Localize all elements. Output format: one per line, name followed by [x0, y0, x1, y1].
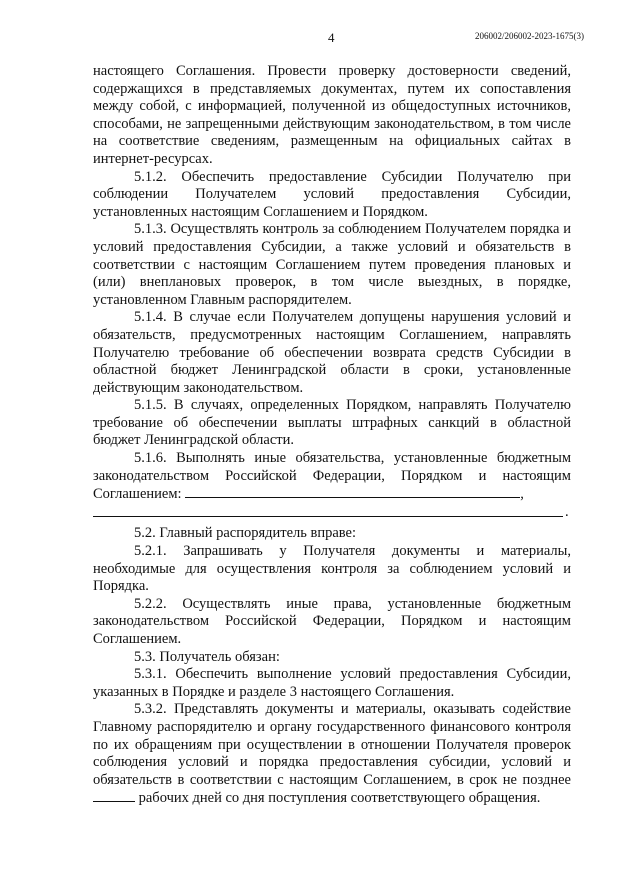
document-id: 206002/206002-2023-1675(3) [475, 31, 584, 41]
days-blank-line [93, 789, 135, 802]
blank-period: . [565, 503, 569, 520]
clause-5-3: 5.3. Получатель обязан: [134, 648, 280, 665]
clause-5-1-6-text [93, 450, 571, 504]
clause-5-3-2 [93, 701, 571, 808]
clause-5-1-2: 5.1.2. Обеспечить предоставление Субсидии Получателю при соблюдении Получателем условий предоставления Субсидии, установленных настоящим Соглашением и Порядком. [93, 168, 571, 220]
clause-5-1-3: 5.1.3. Осуществлять контроль за соблюдением Получателем порядка и условий предоставления Субсидии, а также условий и обязательств в соответствии с настоящим Соглашением путем проведения плановых и (или) внеплановых проверок, в том числе выездных, в порядке, установленном Главным распорядителем. [93, 221, 571, 308]
document-body [93, 63, 571, 808]
clause-5-1-4: 5.1.4. В случае если Получателем допущены нарушения условий и обязательств, предусмотренных настоящим Соглашением, направлять Получателю требование об обеспечении возврата средств Субсидии в областной бюджет Ленинградской области в сроки, установленные действующим законодательством. [93, 309, 571, 396]
clause-5-1-5: 5.1.5. В случаях, определенных Порядком, направлять Получателю требование об обеспечении выплаты штрафных санкций в областной бюджет Ленинградской области. [93, 397, 571, 449]
page-number: 4 [328, 30, 335, 45]
paragraph-continuation: настоящего Соглашения. Провести проверку достоверности сведений, содержащихся в представляемых документах, путем их сопоставления между собой, с информацией, полученной из общедоступных источников, способами, не запрещенными действующим законодательством, в том числе на соответствие сведениям, размещенным на официальных сайтах в интернет-ресурсах. [93, 63, 571, 167]
page-header [0, 30, 640, 46]
clause-5-1-6 [93, 450, 571, 521]
clause-5-3-1: 5.3.1. Обеспечить выполнение условий предоставления Субсидии, указанных в Порядке и разделе 3 настоящего Соглашения. [93, 666, 571, 700]
clause-5-2-1: 5.2.1. Запрашивать у Получателя документы и материалы, необходимые для осуществления контроля за соблюдением условий и Порядка. [93, 543, 571, 595]
clause-5-3-2-text-a: 5.3.2. Представлять документы и материалы, оказывать содействие Главному распорядителю и органу государственного финансового контроля по их обращениям при осуществлении в отношении Получателя проверок соблюдения условий и порядка предоставления субсидии, условий и обязательств в соответствии с настоящим Соглашением, в срок не позднее [93, 701, 571, 788]
blank-comma: , [520, 486, 524, 503]
blank-line-row [93, 504, 571, 522]
clause-5-2: 5.2. Главный распорядитель вправе: [134, 525, 357, 542]
clause-5-2-2: 5.2.2. Осуществлять иные права, установленные бюджетным законодательством Российской Федерации, Порядком и настоящим Соглашением. [93, 595, 571, 647]
fill-in-blank-line [185, 485, 520, 498]
clause-5-3-2-text-b: рабочих дней со дня поступления соответствующего обращения. [138, 790, 541, 807]
clause-5-1-6-label: 5.1.6. Выполнять иные обязательства, установленные бюджетным законодательством Российской Федерации, Порядком и настоящим Соглашением: [93, 450, 571, 503]
fill-in-blank-line-full [93, 504, 563, 517]
